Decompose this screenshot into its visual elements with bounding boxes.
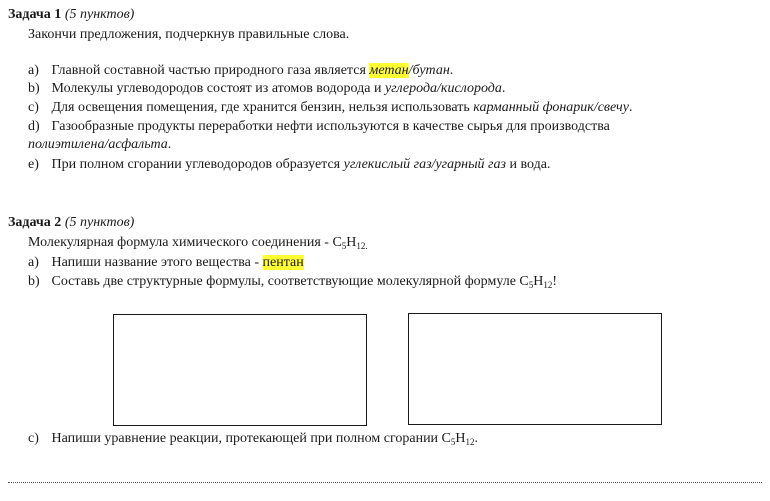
task1-heading [8,6,134,24]
task2-item-c [28,430,478,448]
task1-item-e [28,156,550,174]
task1-item-a [28,62,453,80]
item-marker: a) [28,255,39,270]
item-marker: a) [28,63,39,78]
answer-line-dotted[interactable] [8,482,762,483]
task1-item-d [28,118,610,136]
task1-item-d-continuation [28,136,171,154]
item-text: Газообразные продукты переработки нефти используются в качестве сырья для производства [51,119,610,134]
options[interactable]: углекислый газ/угарный газ [343,157,506,172]
item-marker: e) [28,157,39,172]
item-marker: b) [28,81,40,96]
subscript: 12 [543,280,553,290]
item-end: . [474,431,479,446]
item-text: Молекулы углеводородов состоят из атомов водорода и [51,81,385,96]
formula-h: H [455,431,466,446]
task1-item-c [28,99,632,117]
task1-title: Задача 1 [8,7,62,22]
option-separator: / [408,63,413,78]
item-text: Составь две структурные формулы, соответствующие молекулярной формуле C [51,274,529,289]
task2-item-b [28,273,557,291]
subscript: 5 [450,437,456,447]
answer-box-right[interactable] [408,313,662,425]
item-end: . [449,63,454,78]
item-marker: c) [28,100,39,115]
subscript: 5 [341,241,347,251]
task1-points: (5 пунктов) [64,7,135,22]
item-text: Для освещения помещения, где хранится бензин, нельзя использовать [51,100,474,115]
formula-h: H [533,274,544,289]
task1-item-b [28,80,505,98]
task2-title: Задача 2 [8,215,62,230]
options[interactable]: полиэтилена/асфальта [28,137,168,152]
task2-points: (5 пунктов) [64,215,135,230]
task2-intro [28,234,368,252]
subscript: 12 [465,437,475,447]
item-marker: d) [28,119,40,134]
item-end: . [167,137,172,152]
formula-h: H [346,235,357,250]
item-end: . [501,81,506,96]
item-text: Напиши уравнение реакции, протекающей при полном сгорании C [51,431,451,446]
intro-text: Молекулярная формула химического соединения - C [28,235,342,250]
item-text: Главной составной частью природного газа является [51,63,370,78]
answer-box-left[interactable] [113,314,367,426]
item-marker: c) [28,431,39,446]
item-end: и вода. [505,157,551,172]
options[interactable]: углерода/кислорода [384,81,502,96]
task2-heading [8,214,134,232]
task2-item-a [28,254,304,272]
task1-instruction: Закончи предложения, подчеркнув правильные слова. [28,27,350,42]
option[interactable]: бутан [412,63,450,78]
subscript: 5 [528,280,534,290]
item-text: При полном сгорании углеводородов образуется [51,157,344,172]
option-highlighted[interactable]: метан [369,63,409,78]
options[interactable]: карманный фонарик/свечу [473,100,629,115]
item-end: ! [552,274,558,289]
item-text: Напиши название этого вещества - [51,255,263,270]
item-end: . [628,100,633,115]
answer-highlighted[interactable]: пентан [262,255,304,270]
subscript: 12. [356,241,368,251]
item-marker: b) [28,274,40,289]
